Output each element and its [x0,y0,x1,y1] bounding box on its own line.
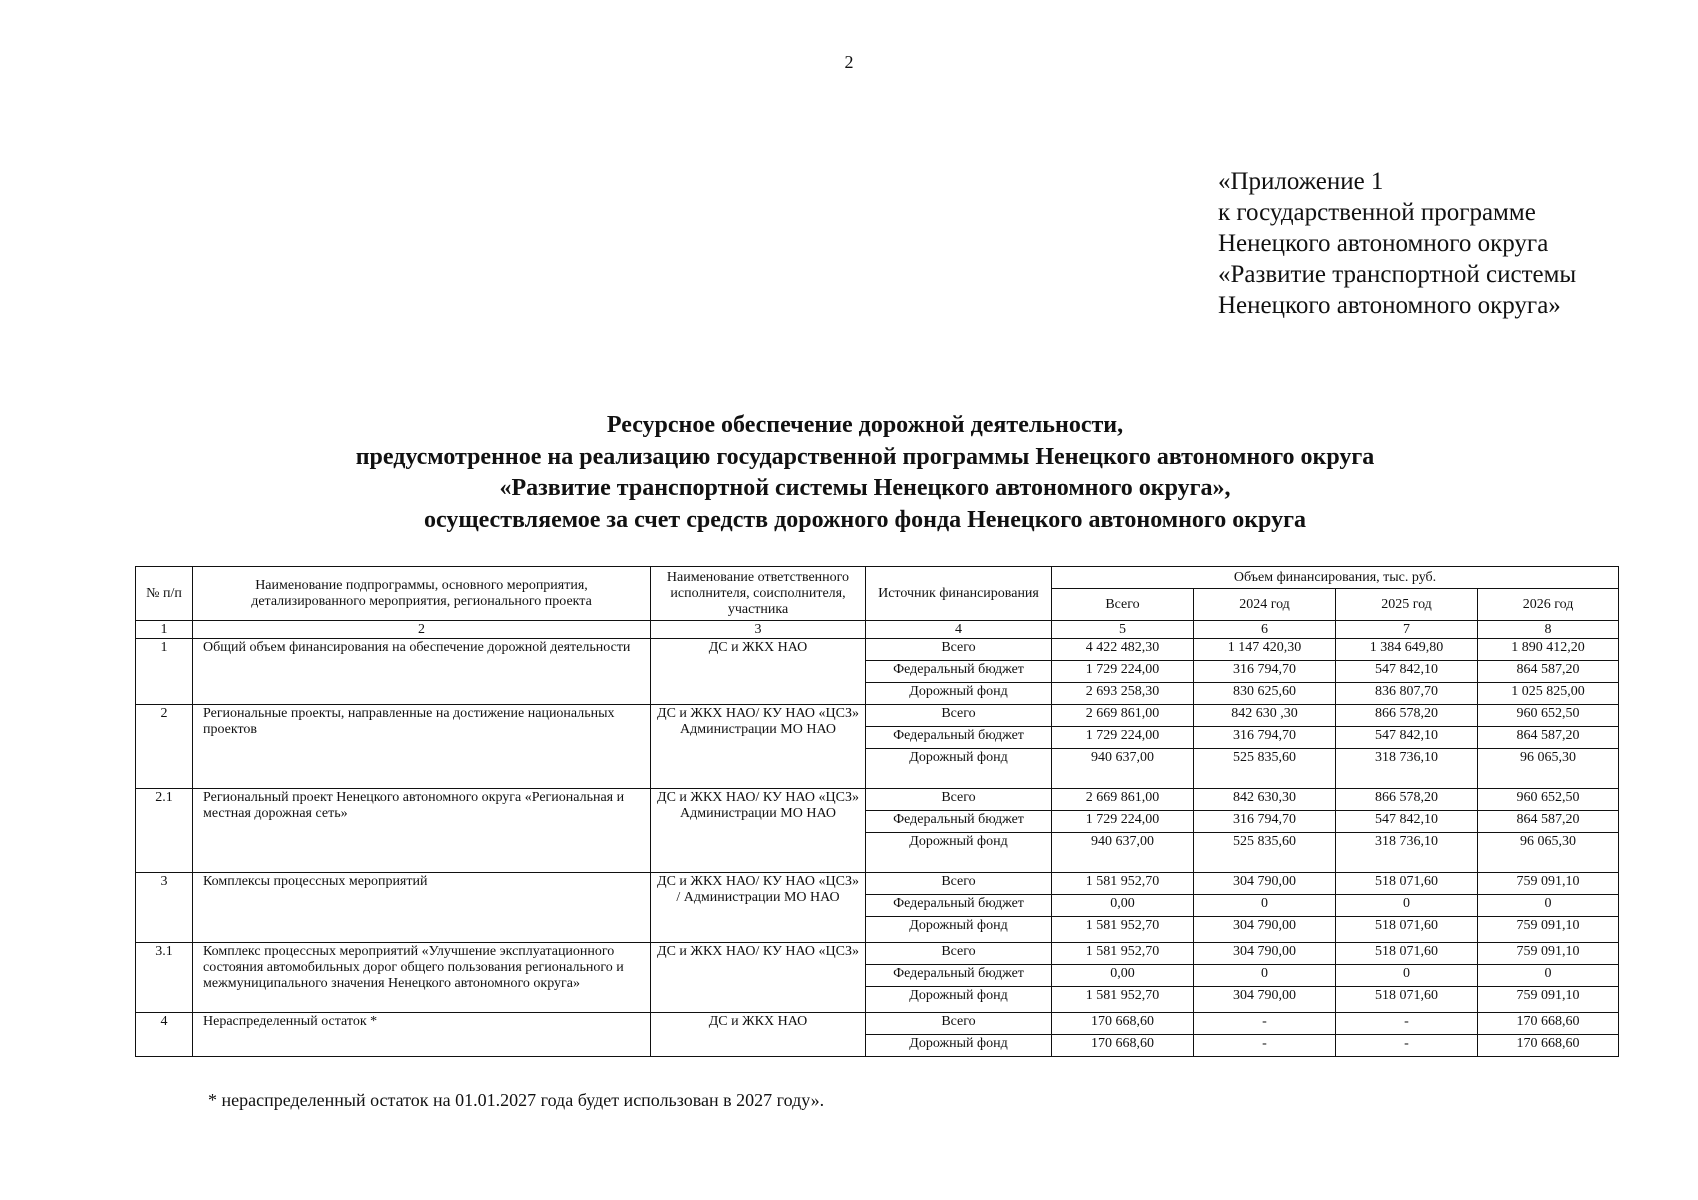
value-total: 1 729 224,00 [1052,661,1194,683]
value-2024: 316 794,70 [1194,727,1336,749]
row-name: Общий объем финансирования на обеспечение дорожной деятельности [193,639,651,705]
value-total: 940 637,00 [1052,833,1194,873]
appendix-line: «Развитие транспортной системы [1218,261,1577,288]
appendix-line: «Приложение 1 [1218,168,1384,195]
column-index: 6 [1194,621,1336,639]
row-source: Федеральный бюджет [866,661,1052,683]
table-row [136,873,1619,895]
value-2025: 1 384 649,80 [1336,639,1478,661]
value-2025: 518 071,60 [1336,987,1478,1013]
header-volume: Объем финансирования, тыс. руб. [1052,567,1619,589]
row-source: Всего [866,789,1052,811]
value-2025: 866 578,20 [1336,789,1478,811]
row-executor: ДС и ЖКХ НАО/ КУ НАО «ЦСЗ» Администрации МО НАО [651,789,866,873]
appendix-line: Ненецкого автономного округа» [1218,292,1561,319]
value-2025: 0 [1336,895,1478,917]
value-2026: 0 [1478,895,1619,917]
value-total: 170 668,60 [1052,1035,1194,1057]
row-name: Комплекс процессных мероприятий «Улучшение эксплуатационного состояния автомобильных дорог общего пользования регионального и межмуниципального значения Ненецкого автономного округа» [193,943,651,1013]
value-2025: 518 071,60 [1336,917,1478,943]
row-executor: ДС и ЖКХ НАО [651,1013,866,1057]
value-total: 2 693 258,30 [1052,683,1194,705]
row-name: Комплексы процессных мероприятий [193,873,651,943]
column-index: 7 [1336,621,1478,639]
value-2025: 547 842,10 [1336,661,1478,683]
value-total: 1 729 224,00 [1052,811,1194,833]
column-index: 8 [1478,621,1619,639]
value-2026: 864 587,20 [1478,727,1619,749]
row-num: 3.1 [136,943,193,1013]
value-2025: 0 [1336,965,1478,987]
table-row [136,1013,1619,1035]
value-total: 2 669 861,00 [1052,789,1194,811]
value-total: 1 581 952,70 [1052,917,1194,943]
row-executor: ДС и ЖКХ НАО [651,639,866,705]
value-total: 1 581 952,70 [1052,943,1194,965]
value-2026: 759 091,10 [1478,917,1619,943]
table-row [136,639,1619,661]
row-source: Всего [866,639,1052,661]
row-source: Дорожный фонд [866,1035,1052,1057]
value-2026: 96 065,30 [1478,833,1619,873]
value-2026: 170 668,60 [1478,1035,1619,1057]
value-total: 0,00 [1052,965,1194,987]
column-index: 1 [136,621,193,639]
table-row [136,789,1619,811]
value-2025: - [1336,1013,1478,1035]
value-2024: 304 790,00 [1194,917,1336,943]
value-2024: - [1194,1013,1336,1035]
value-2024: 1 147 420,30 [1194,639,1336,661]
value-2026: 960 652,50 [1478,705,1619,727]
row-source: Дорожный фонд [866,833,1052,873]
row-source: Дорожный фонд [866,917,1052,943]
value-2025: 518 071,60 [1336,873,1478,895]
column-index: 2 [193,621,651,639]
title-line: «Развитие транспортной системы Ненецкого автономного округа», [499,475,1231,501]
value-2024: 304 790,00 [1194,987,1336,1013]
header-year-2025: 2025 год [1336,589,1478,621]
row-source: Всего [866,873,1052,895]
value-2024: 842 630 ,30 [1194,705,1336,727]
funding-table [135,566,1619,1057]
row-source: Дорожный фонд [866,683,1052,705]
value-2025: 518 071,60 [1336,943,1478,965]
value-total: 1 581 952,70 [1052,873,1194,895]
page-number: 2 [844,52,854,72]
value-2025: 318 736,10 [1336,749,1478,789]
value-2025: 836 807,70 [1336,683,1478,705]
header-total: Всего [1052,589,1194,621]
document-title [0,410,1698,536]
value-2024: 304 790,00 [1194,873,1336,895]
row-source: Дорожный фонд [866,749,1052,789]
row-executor: ДС и ЖКХ НАО/ КУ НАО «ЦСЗ» / Администрации МО НАО [651,873,866,943]
value-total: 170 668,60 [1052,1013,1194,1035]
value-2025: 547 842,10 [1336,727,1478,749]
value-2024: 0 [1194,895,1336,917]
value-2025: 547 842,10 [1336,811,1478,833]
row-executor: ДС и ЖКХ НАО/ КУ НАО «ЦСЗ» [651,943,866,1013]
value-2024: 316 794,70 [1194,661,1336,683]
appendix-line: к государственной программе [1218,199,1536,226]
row-source: Всего [866,1013,1052,1035]
row-num: 4 [136,1013,193,1057]
row-num: 1 [136,639,193,705]
row-num: 3 [136,873,193,943]
value-2025: 318 736,10 [1336,833,1478,873]
value-2024: 525 835,60 [1194,749,1336,789]
appendix-note [1218,166,1576,321]
row-name: Региональный проект Ненецкого автономного округа «Региональная и местная дорожная сеть» [193,789,651,873]
value-2024: 304 790,00 [1194,943,1336,965]
value-2024: 525 835,60 [1194,833,1336,873]
row-name: Региональные проекты, направленные на достижение национальных проектов [193,705,651,789]
value-2026: 759 091,10 [1478,943,1619,965]
row-num: 2 [136,705,193,789]
value-2024: 0 [1194,965,1336,987]
value-total: 4 422 482,30 [1052,639,1194,661]
row-num: 2.1 [136,789,193,873]
header-year-2026: 2026 год [1478,589,1619,621]
row-source: Федеральный бюджет [866,727,1052,749]
column-index: 3 [651,621,866,639]
table-row [136,705,1619,727]
value-2026: 864 587,20 [1478,811,1619,833]
value-total: 2 669 861,00 [1052,705,1194,727]
value-2026: 864 587,20 [1478,661,1619,683]
value-total: 940 637,00 [1052,749,1194,789]
header-executor: Наименование ответственного исполнителя, соисполнителя, участника [651,567,866,621]
column-index: 4 [866,621,1052,639]
header-num: № п/п [136,567,193,621]
row-source: Всего [866,943,1052,965]
value-2024: - [1194,1035,1336,1057]
title-line: осуществляемое за счет средств дорожного фонда Ненецкого автономного округа [424,506,1306,533]
header-name: Наименование подпрограммы, основного мероприятия, детализированного мероприятия, регионального проекта [193,567,651,621]
row-source: Дорожный фонд [866,987,1052,1013]
value-total: 1 581 952,70 [1052,987,1194,1013]
value-2024: 830 625,60 [1194,683,1336,705]
value-2025: - [1336,1035,1478,1057]
value-2026: 0 [1478,965,1619,987]
value-2026: 759 091,10 [1478,873,1619,895]
footnote: * нераспределенный остаток на 01.01.2027 года будет использован в 2027 году». [208,1090,825,1110]
value-2026: 1 025 825,00 [1478,683,1619,705]
row-source: Всего [866,705,1052,727]
row-source: Федеральный бюджет [866,965,1052,987]
row-name: Нераспределенный остаток * [193,1013,651,1057]
value-2024: 316 794,70 [1194,811,1336,833]
value-2026: 96 065,30 [1478,749,1619,789]
table-row [136,943,1619,965]
row-source: Федеральный бюджет [866,811,1052,833]
header-year-2024: 2024 год [1194,589,1336,621]
title-line: Ресурсное обеспечение дорожной деятельности, [606,412,1124,438]
value-total: 0,00 [1052,895,1194,917]
row-source: Федеральный бюджет [866,895,1052,917]
value-2025: 866 578,20 [1336,705,1478,727]
value-total: 1 729 224,00 [1052,727,1194,749]
value-2026: 170 668,60 [1478,1013,1619,1035]
column-index: 5 [1052,621,1194,639]
value-2026: 960 652,50 [1478,789,1619,811]
appendix-line: Ненецкого автономного округа [1218,230,1549,257]
value-2026: 1 890 412,20 [1478,639,1619,661]
value-2024: 842 630,30 [1194,789,1336,811]
header-source: Источник финансирования [866,567,1052,621]
row-executor: ДС и ЖКХ НАО/ КУ НАО «ЦСЗ» Администрации МО НАО [651,705,866,789]
value-2026: 759 091,10 [1478,987,1619,1013]
title-line: предусмотренное на реализацию государственной программы Ненецкого автономного округа [355,443,1375,470]
